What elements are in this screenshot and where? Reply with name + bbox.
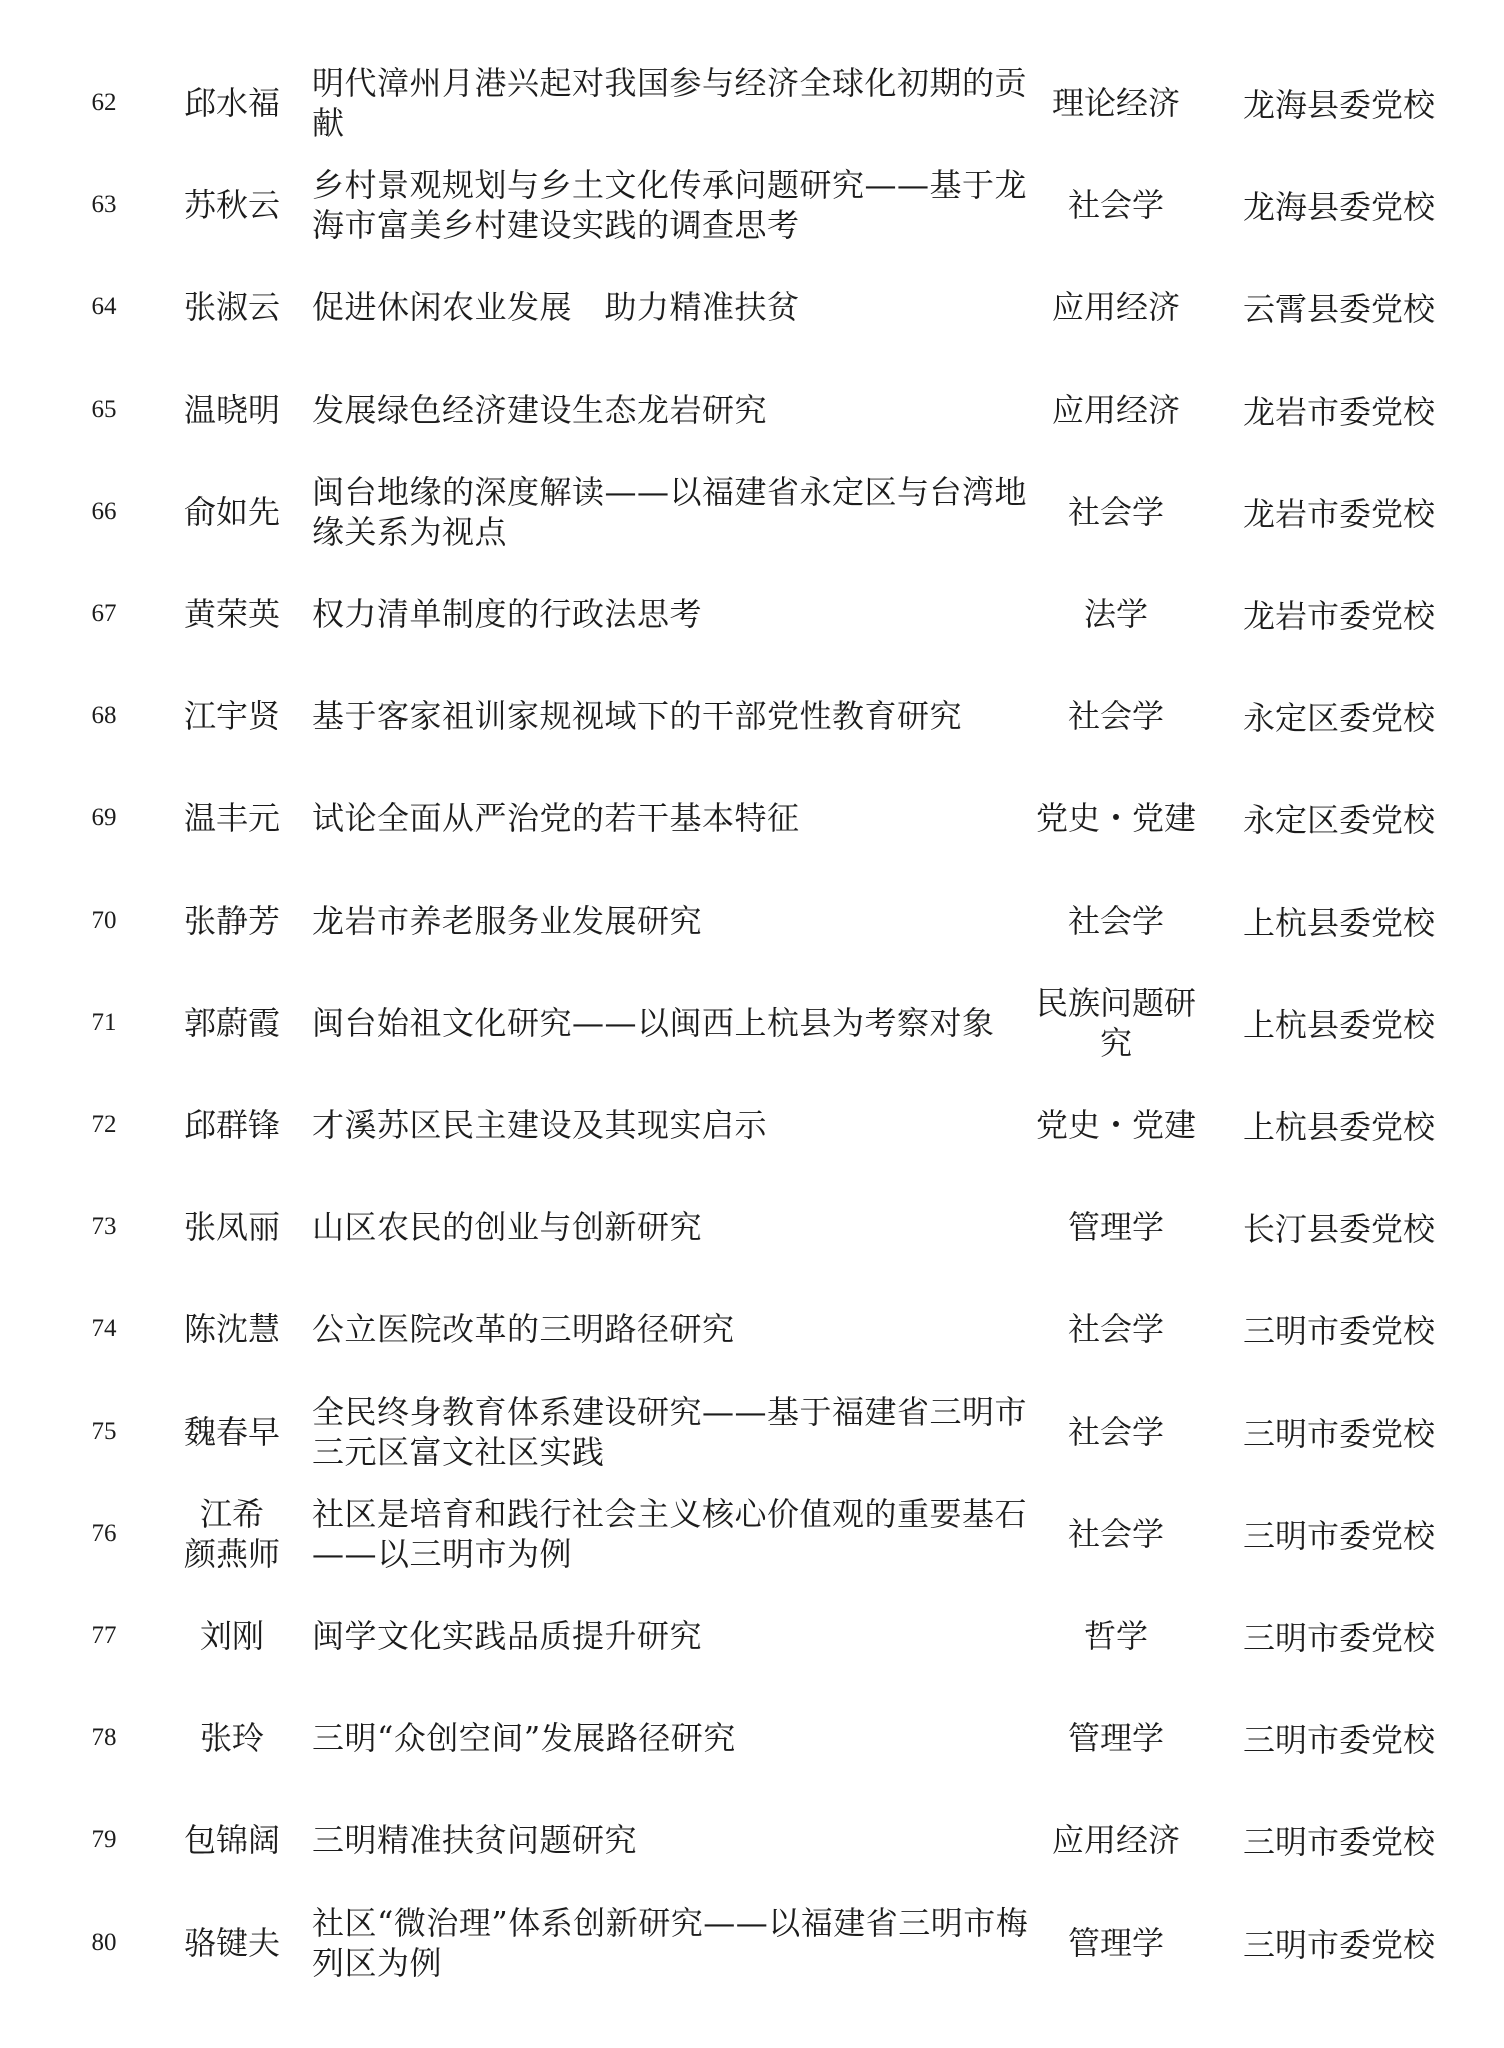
subject-category: 管理学 (1067, 1719, 1164, 1758)
paper-title: 三明精准扶贫问题研究 (312, 1821, 638, 1860)
list-row (0, 1176, 1504, 1278)
subject-category: 社会学 (1067, 1514, 1164, 1553)
subject-category: 社会学 (1067, 492, 1164, 531)
list-row (0, 1789, 1504, 1891)
row-number: 70 (91, 906, 117, 934)
affiliation: 三明市委党校 (1242, 1925, 1435, 1964)
author-name: 骆键夫 (183, 1923, 280, 1962)
list-row (0, 665, 1504, 767)
affiliation: 三明市委党校 (1242, 1721, 1435, 1760)
list-row (0, 52, 1504, 154)
subject-category: 社会学 (1067, 901, 1164, 940)
affiliation: 龙海县委党校 (1242, 188, 1435, 227)
author-name: 江希 颜燕师 (183, 1494, 280, 1573)
author-name: 苏秋云 (183, 186, 280, 225)
author-name: 张静芳 (183, 901, 280, 940)
author-name: 邱水福 (183, 84, 280, 122)
affiliation: 长汀县委党校 (1242, 1210, 1435, 1249)
author-name: 俞如先 (183, 492, 280, 531)
affiliation: 龙岩市委党校 (1242, 597, 1435, 635)
paper-title: 基于客家祖训家规视域下的干部党性教育研究 (312, 697, 963, 736)
row-number: 68 (91, 702, 117, 730)
affiliation: 永定区委党校 (1242, 699, 1435, 738)
paper-title: 社区是培育和践行社会主义核心价值观的重要基石——以三明市为例 (312, 1494, 1028, 1573)
affiliation: 龙岩市委党校 (1242, 494, 1435, 533)
row-number: 75 (91, 1417, 117, 1445)
row-number: 66 (91, 497, 117, 525)
row-number: 71 (91, 1008, 117, 1036)
paper-title: 闽台始祖文化研究——以闽西上杭县为考察对象 (312, 1003, 995, 1042)
subject-category: 哲学 (1083, 1617, 1148, 1655)
affiliation: 三明市委党校 (1242, 1619, 1435, 1657)
list-row (0, 1892, 1504, 1994)
paper-title: 三明“众创空间”发展路径研究 (312, 1719, 736, 1758)
author-name: 张淑云 (183, 288, 280, 327)
row-number: 80 (91, 1928, 117, 1956)
list-row (0, 461, 1504, 563)
subject-category: 社会学 (1067, 697, 1164, 736)
list-row (0, 563, 1504, 665)
subject-category: 党史・党建 (1035, 1106, 1196, 1144)
author-name: 陈沈慧 (183, 1310, 280, 1349)
list-row (0, 154, 1504, 256)
list-row (0, 1585, 1504, 1687)
paper-title: 明代漳州月港兴起对我国参与经济全球化初期的贡献 (312, 64, 1028, 142)
affiliation: 上杭县委党校 (1242, 1108, 1435, 1146)
row-number: 64 (91, 293, 117, 321)
row-number: 78 (91, 1724, 117, 1752)
affiliation: 三明市委党校 (1242, 1516, 1435, 1555)
subject-category: 应用经济 (1051, 1821, 1180, 1860)
list-row (0, 1381, 1504, 1483)
paper-title: 发展绿色经济建设生态龙岩研究 (312, 390, 768, 429)
list-row (0, 1278, 1504, 1380)
author-name: 黄荣英 (183, 595, 280, 633)
affiliation: 龙海县委党校 (1242, 86, 1435, 124)
row-number: 79 (91, 1826, 117, 1854)
author-name: 张玲 (199, 1719, 264, 1758)
subject-category: 党史・党建 (1035, 799, 1196, 838)
paper-title: 试论全面从严治党的若干基本特征 (312, 799, 800, 838)
row-number: 74 (91, 1315, 117, 1343)
paper-title: 社区“微治理”体系创新研究——以福建省三明市梅列区为例 (312, 1903, 1029, 1982)
list-row (0, 870, 1504, 972)
list-row (0, 256, 1504, 358)
row-number: 67 (91, 600, 117, 627)
paper-title: 公立医院改革的三明路径研究 (312, 1310, 735, 1349)
subject-category: 法学 (1083, 595, 1148, 633)
row-number: 72 (91, 1111, 117, 1138)
subject-category: 应用经济 (1051, 390, 1180, 429)
paper-title: 闽台地缘的深度解读——以福建省永定区与台湾地缘关系为视点 (312, 472, 1028, 551)
author-name: 刘刚 (199, 1617, 264, 1655)
list-row (0, 1687, 1504, 1789)
row-number: 65 (91, 395, 117, 423)
subject-category: 理论经济 (1051, 84, 1180, 122)
author-name: 魏春早 (183, 1412, 280, 1451)
author-name: 郭蔚霞 (183, 1003, 280, 1042)
paper-title: 闽学文化实践品质提升研究 (312, 1617, 703, 1655)
author-name: 张凤丽 (183, 1208, 280, 1247)
affiliation: 三明市委党校 (1242, 1312, 1435, 1351)
paper-title: 山区农民的创业与创新研究 (312, 1208, 703, 1247)
list-row (0, 359, 1504, 461)
affiliation: 上杭县委党校 (1242, 903, 1435, 942)
author-name: 江宇贤 (183, 697, 280, 736)
row-number: 69 (91, 804, 117, 832)
subject-category: 民族问题研究 (1035, 983, 1196, 1062)
paper-title: 促进休闲农业发展 助力精准扶贫 (312, 288, 800, 327)
list-row (0, 972, 1504, 1074)
affiliation: 云霄县委党校 (1242, 290, 1435, 329)
subject-category: 应用经济 (1051, 288, 1180, 327)
affiliation: 三明市委党校 (1242, 1414, 1435, 1453)
subject-category: 管理学 (1067, 1208, 1164, 1247)
list-row (0, 1483, 1504, 1585)
author-name: 邱群锋 (183, 1106, 280, 1144)
row-number: 76 (91, 1519, 117, 1547)
subject-category: 社会学 (1067, 186, 1164, 225)
list-row (0, 767, 1504, 869)
paper-title: 全民终身教育体系建设研究——基于福建省三明市三元区富文社区实践 (312, 1392, 1028, 1471)
author-name: 温丰元 (183, 799, 280, 838)
paper-title: 才溪苏区民主建设及其现实启示 (312, 1106, 768, 1144)
row-number: 77 (91, 1622, 117, 1649)
paper-title: 乡村景观规划与乡土文化传承问题研究——基于龙海市富美乡村建设实践的调查思考 (312, 166, 1028, 245)
subject-category: 社会学 (1067, 1310, 1164, 1349)
affiliation: 三明市委党校 (1242, 1823, 1435, 1862)
row-number: 73 (91, 1213, 117, 1241)
paper-title: 权力清单制度的行政法思考 (312, 595, 703, 633)
author-name: 包锦阔 (183, 1821, 280, 1860)
list-row (0, 1074, 1504, 1176)
affiliation: 龙岩市委党校 (1242, 392, 1435, 431)
row-number: 63 (91, 191, 117, 219)
paper-title: 龙岩市养老服务业发展研究 (312, 901, 703, 940)
subject-category: 社会学 (1067, 1412, 1164, 1451)
affiliation: 上杭县委党校 (1242, 1005, 1435, 1044)
row-number: 62 (91, 89, 117, 116)
subject-category: 管理学 (1067, 1923, 1164, 1962)
author-name: 温晓明 (183, 390, 280, 429)
affiliation: 永定区委党校 (1242, 801, 1435, 840)
